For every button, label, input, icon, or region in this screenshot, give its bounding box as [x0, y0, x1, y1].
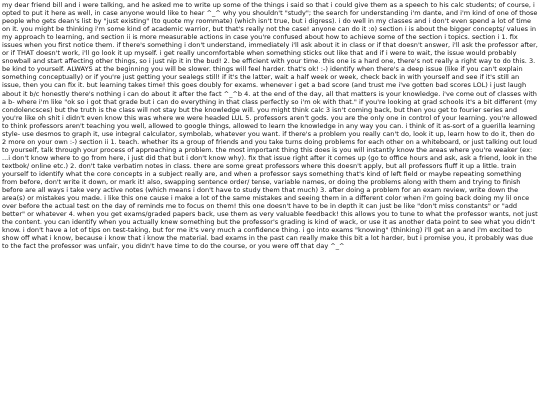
document-text: my dear friend bill and i were talking, and he asked me to write up some of the things i said so that i could give them as a speech to his calc students; of course, i opted to put it here as well, in case anyone would like to hear ^_^ why you shouldn't "study"; the search for understanding i'm dante, and i'm kind of one of those people who gets dean's list by "just existing" (to quote my roommate) (which isn't true, but i digress). i do well in my classes and i don't even spend a lot of time on it. you might be thinking i'm some kind of academic warrior, but that's really not the case! anyone can do it :o) section i is about the bigger concepts/ values in my approach to learning, and section ii is more measurable actions in case you're confused about how to achieve some of the section i topics. section i 1. fix issues when you first notice them. if there's something i don't understand, immediately i'll ask about it in class or if that doesn't answer, i'll ask the professor after, or if THAT doesn't work, i'll go look it up myself. i get really uncomfortable when something sticks out like that and if i were to wait, the issue would probably snowball and start affecting other things, so i just nip it in the bud! 2. be efficient with your time. this one is a hard one, there's not really a right way to do this. 3. be kind to yourself. ALWAYS at the beginning you will be slower. things will feel harder. that's ok! :-) identify when there's a deep issue (like if you can't explain something conceptually) or if you're just getting your sealegs still! if it's the latter, wait a half week or week, check back in with yourself and see if it's still an issue, then you can fix it. but learning takes time! this goes doubly for exams. whenever i get a bad score (and trust me i've gotten bad scores LOL) i just laugh about it b/c honestly there's nothing i can do about it after the fact ^_^b 4. at the end of the day, all that matters is your knowledge. i've come out of classes with a b- where i'm like "ok so i got that grade but i can do everything in that class perfectly so i'm ok with that." if you're looking at grad schools it's a bit different (my condolencsces) but the truth is the class will not stay but the knowledge will. you might think calc 3 isn't coming back, but then you get to fourier series and you're like oh shit i didn't even know this was where we were headed LUL 5. professors aren't gods. you are the only one in control of your learning. you're allowed to think professors aren't teaching you well, allowed to google things, allowed to learn the knowledge in any way you can. i think of it as-sort of a guerilla learning style- use desmos to graph it, use integral calculator, symbolab, whatever you want. if there's a problem you really can't do, look it up, learn how to do it, then do 2 more on your own :-) section ii 1. teach. whether its a group of friends and you take turns doing problems for each other on a whiteboard, or just talking out loud to yourself, talk through your process of approaching a problem. the most important thing this does is you will instantly know the areas where you're weaker (ex: ...i don't know where to go from here, i just did that but i don't know why). fix that issue right after it comes up (go to office hours and ask, ask a friend, look in the textbok/ online etc.) 2. don't take verbatim notes in class. there are some great professors where this doesn't apply, but all professors fluff it up a little. train yourself to identify what the core concepts in a subject really are, and when a professor says something that's kind of left field or maybe repeating something from before, don't write it down, or mark it! also, swapping sentence order/ tense, variable names, or doing the problems along with them and trying to finish before are all ways i take very active notes (which means i don't have to study them that much) 3. after doing a problem for an exam review, write down the area(s) or mistakes you made. i like this one cause i make a lot of the same mistakes and seeing them in a different color when i'm going back doing my lil once over before the actual test on the day of reminds me to focus on them! this one doesn't have to be in depth it can just be like "don't miss constants" or "add better" or whatever 4. when you get exams/graded papers back, use them as very valuable feedback! this allows you to tune to what the professor wants, not just the content. you can identify when you actually knew something but the professor's grading is kind of wack, or use it as another data point to see what you didn't know. i don't have a lot of tips on test-taking, but for me it's very much a confidence thing. i go into exams "knowing" (thinking) i'll get an a and i'm excited to show off what i know, because i know that i know the material. bad exams in the past can really make this bit a lot harder, but i promise you, it probably was due to the fact the professor was unfair, you didn't have time to do the course, or you were off that day ^_^	[2, 1, 538, 251]
